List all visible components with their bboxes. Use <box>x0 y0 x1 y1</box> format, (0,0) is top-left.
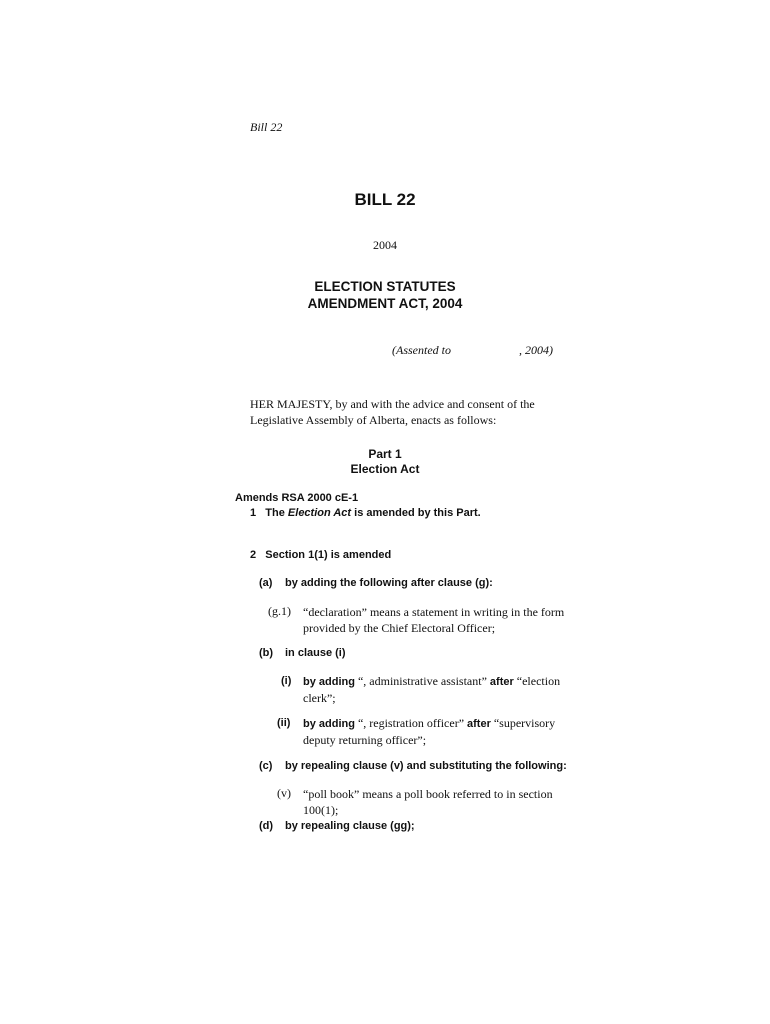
clause-g1-line-2: provided by the Chief Electoral Officer; <box>303 621 496 635</box>
preamble <box>250 396 580 428</box>
clause-v-line-2: 100(1); <box>303 803 339 817</box>
section-1-act-name: Election Act <box>287 507 352 519</box>
clause-a-text: by adding the following after clause (g): <box>285 577 493 589</box>
subclause-i-line-1 <box>303 673 593 690</box>
assent-close: , 2004) <box>519 343 553 357</box>
subclause-ii-target-2: deputy returning officer”; <box>303 733 427 747</box>
clause-v-line-1: “poll book” means a poll book referred to in section <box>303 787 553 801</box>
subclause-i-label: (i) <box>281 675 292 687</box>
assent-open: (Assented to <box>392 343 451 357</box>
running-head: Bill 22 <box>250 120 283 134</box>
preamble-line-2: Legislative Assembly of Alberta, enacts as follows: <box>250 413 497 427</box>
bill-title: BILL 22 <box>354 190 416 209</box>
clause-g1-text <box>303 604 593 636</box>
section-1-post: is amended by this Part. <box>354 507 481 519</box>
act-title-line-1: ELECTION STATUTES <box>314 279 456 294</box>
subclause-ii-label: (ii) <box>277 717 291 729</box>
clause-d-label: (d) <box>259 820 274 832</box>
clause-v-text <box>303 786 593 818</box>
clause-d-text: by repealing clause (gg); <box>285 820 415 832</box>
act-title-line-2: AMENDMENT ACT, 2004 <box>307 296 463 311</box>
subclause-i-after: after <box>489 676 514 688</box>
clause-c-label: (c) <box>259 760 273 772</box>
section-2-number: 2 <box>250 549 257 561</box>
subclause-i-text <box>303 673 593 706</box>
subclause-i-target-1: “election <box>516 674 561 688</box>
clause-g1-line-1: “declaration” means a statement in writing in the form <box>303 605 565 619</box>
subclause-ii-text <box>303 715 593 748</box>
subclause-ii-line-1 <box>303 715 593 732</box>
clause-c-text: by repealing clause (v) and substituting the following: <box>285 760 567 772</box>
act-title <box>308 278 463 312</box>
clause-v-label: (v) <box>277 786 291 800</box>
bill-year: 2004 <box>373 238 397 252</box>
subclause-i-adding: by adding <box>303 676 355 688</box>
clause-b-text: in clause (i) <box>285 647 346 659</box>
part-heading <box>351 447 420 477</box>
section-2 <box>250 549 391 561</box>
part-name: Election Act <box>350 462 420 476</box>
subclause-ii-after: after <box>467 718 491 730</box>
part-number: Part 1 <box>368 447 402 461</box>
preamble-line-1: HER MAJESTY, by and with the advice and consent of the <box>250 397 535 411</box>
clause-a-label: (a) <box>259 577 273 589</box>
subclause-ii-target-1: “supervisory <box>493 716 556 730</box>
amends-note: Amends RSA 2000 cE-1 <box>235 492 359 504</box>
subclause-i-quote: “, administrative assistant” <box>357 674 487 688</box>
section-1-pre: The <box>265 507 285 519</box>
subclause-ii-quote: “, registration officer” <box>357 716 465 730</box>
section-1-number: 1 <box>250 507 257 519</box>
section-1 <box>250 507 481 519</box>
section-2-text: Section 1(1) is amended <box>265 549 392 561</box>
subclause-ii-adding: by adding <box>303 718 355 730</box>
subclause-i-target-2: clerk”; <box>303 691 336 705</box>
clause-g1-label: (g.1) <box>268 604 291 618</box>
clause-b-label: (b) <box>259 647 274 659</box>
